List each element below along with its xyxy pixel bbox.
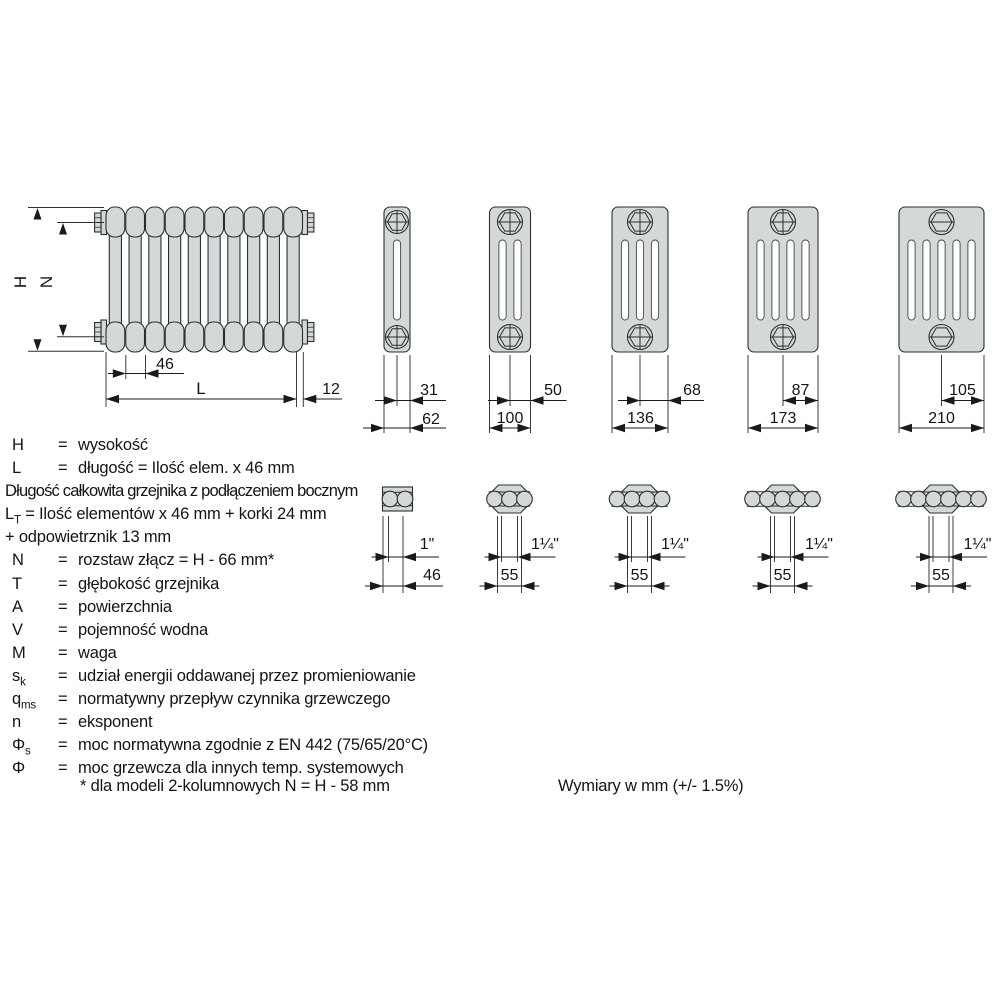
side2-depth-label: 62 xyxy=(422,411,440,428)
legend-equals: = xyxy=(58,459,68,477)
legend-symbol: n xyxy=(12,713,21,731)
legend-text: wysokość xyxy=(78,436,148,454)
legend-symbol: M xyxy=(12,644,26,662)
side6-half-depth-label: 105 xyxy=(949,382,976,399)
legend-row-phi xyxy=(12,759,404,779)
legend-row-N xyxy=(12,551,274,571)
legend-row-V xyxy=(12,621,208,641)
legend-text: powierzchnia xyxy=(78,598,172,616)
side4-depth-label: 136 xyxy=(627,410,654,427)
legend-text: moc grzewcza dla innych temp. systemowych xyxy=(78,759,404,777)
side3-half-depth-label: 50 xyxy=(544,382,562,399)
legend-footnote: * dla modeli 2-kolumnowych N = H - 58 mm xyxy=(80,777,390,795)
legend-text: eksponent xyxy=(78,713,153,731)
legend-equals: = xyxy=(58,575,68,593)
legend-row-phi-s xyxy=(12,736,428,756)
legend-equals: = xyxy=(58,667,68,685)
top4-spacing-label: 55 xyxy=(630,567,649,584)
legend-row-A xyxy=(12,598,172,618)
legend-row-LT: $L_T$ = Ilość elementów x 46 mm + korki 24 mm xyxy=(5,505,327,527)
legend-equals: = xyxy=(58,759,68,777)
legend-text: moc normatywna zgodnie z EN 442 (75/65/20°C) xyxy=(78,736,428,754)
legend-symbol: L xyxy=(12,459,21,477)
side5-depth-label: 173 xyxy=(769,410,797,427)
top3-spacing-label: 55 xyxy=(500,567,519,584)
legend-symbol: $s_k$ xyxy=(12,667,26,689)
legend-row-T xyxy=(12,575,219,595)
legend-row-sk xyxy=(12,667,416,687)
legend-symbol: N xyxy=(12,551,24,569)
legend-equals: = xyxy=(58,598,68,616)
legend-row-H xyxy=(12,436,148,456)
legend-symbol: L xyxy=(5,505,14,523)
legend-row-qms xyxy=(12,690,390,710)
side3-depth-label: 100 xyxy=(496,410,524,427)
legend xyxy=(0,0,560,800)
top6-spacing-label: 55 xyxy=(932,567,950,584)
legend-equals: = xyxy=(58,621,68,639)
legend-row-L xyxy=(12,459,295,479)
legend-text: głębokość grzejnika xyxy=(78,575,220,593)
units-note: Wymiary w mm (+/- 1.5%) xyxy=(558,777,744,795)
side5-half-depth-label: 87 xyxy=(791,382,810,399)
legend-equals: = xyxy=(58,736,68,754)
legend-row-M xyxy=(12,644,117,664)
top3-thread-label: 1¼" xyxy=(531,536,559,553)
legend-row-air-vent: + odpowietrznik 13 mm xyxy=(5,528,171,546)
legend-symbol: T xyxy=(12,575,22,593)
top5-spacing-label: 55 xyxy=(773,567,792,584)
legend-text: normatywny przepływ czynnika grzewczego xyxy=(78,690,391,708)
legend-symbol: Φ xyxy=(12,759,25,777)
top2-spacing-label: 46 xyxy=(423,567,441,584)
legend-text: udział energii oddawanej przez promieniowanie xyxy=(78,667,416,685)
legend-text: pojemność wodna xyxy=(78,621,208,639)
top2-thread-label: 1" xyxy=(419,536,435,553)
legend-equals: = xyxy=(58,690,68,708)
front-element-pitch-label: 46 xyxy=(156,356,174,373)
legend-symbol: V xyxy=(12,621,23,639)
legend-text: rozstaw złącz = H - 66 mm* xyxy=(78,551,275,569)
side6-depth-label: 210 xyxy=(928,410,955,427)
front-node-spacing-label: N xyxy=(37,275,56,289)
legend-equals: = xyxy=(58,551,68,569)
legend-row-total-length-note: Długość całkowita grzejnika z podłączeniem bocznym xyxy=(5,482,358,500)
side2-half-depth-label: 31 xyxy=(420,382,438,399)
legend-equals: = xyxy=(58,436,68,454)
top4-thread-label: 1¼" xyxy=(661,536,689,553)
front-height-label: H xyxy=(11,275,30,289)
legend-equals: = xyxy=(58,713,68,731)
legend-equals: = xyxy=(58,644,68,662)
legend-text: waga xyxy=(78,644,117,662)
legend-text: = Ilość elementów x 46 mm + korki 24 mm xyxy=(20,505,327,523)
legend-symbol: H xyxy=(12,436,24,454)
front-length-label: L xyxy=(196,379,206,398)
legend-symbol: $\Phi_s$ xyxy=(12,736,31,758)
top6-thread-label: 1¼" xyxy=(963,536,992,553)
side4-half-depth-label: 68 xyxy=(683,382,701,399)
front-plug-offset-label: 12 xyxy=(322,381,340,398)
legend-row-n xyxy=(12,713,152,733)
legend-symbol: A xyxy=(12,598,23,616)
legend-symbol: $q_{ms}$ xyxy=(12,690,36,712)
top5-thread-label: 1¼" xyxy=(805,536,833,553)
legend-text: długość = Ilość elem. x 46 mm xyxy=(78,459,295,477)
